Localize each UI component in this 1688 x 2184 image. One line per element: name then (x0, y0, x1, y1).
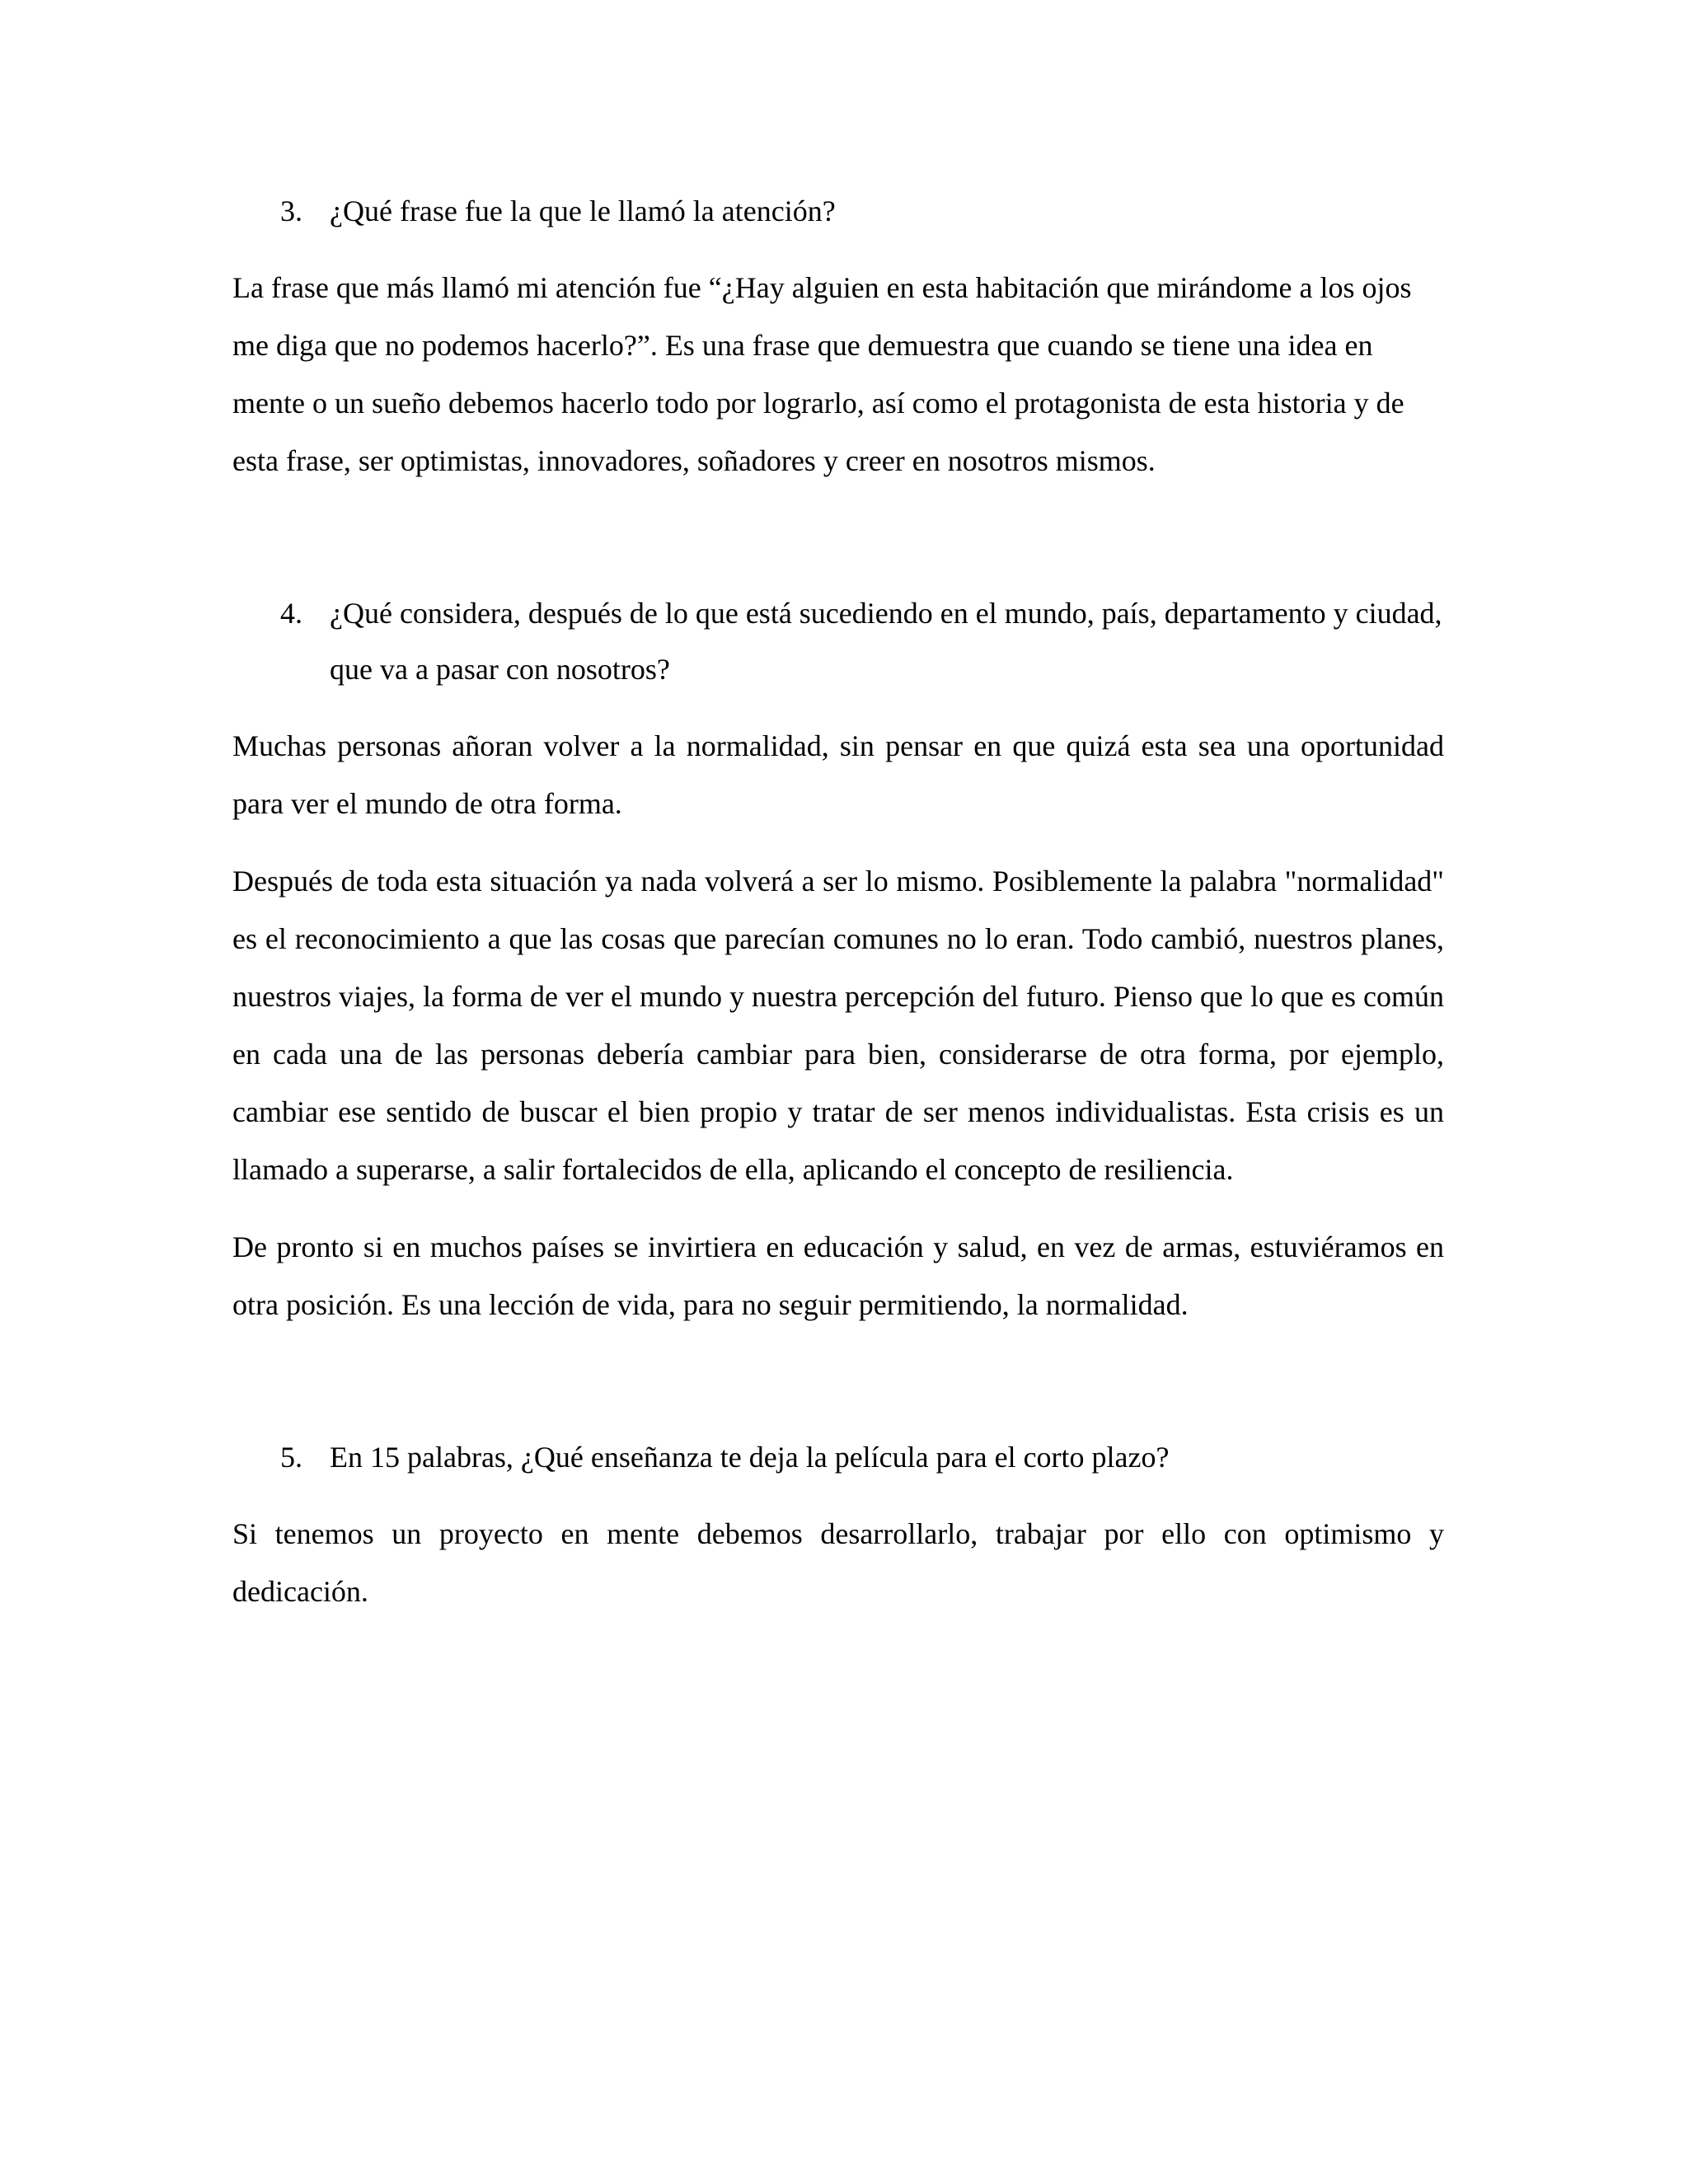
question-4 (232, 585, 1444, 697)
answer-4-paragraph-1: Muchas personas añoran volver a la normalidad, sin pensar en que quizá esta sea una oportunidad para ver el mundo de otra forma. (232, 729, 1444, 820)
question-number: 4. (280, 597, 302, 630)
answer-5-paragraph-1: Si tenemos un proyecto en mente debemos desarrollarlo, trabajar por ello con optimismo y dedicación. (232, 1517, 1444, 1608)
answer-3-paragraph-1: La frase que más llamó mi atención fue “¿Hay alguien en esta habitación que mirándome a los ojos me diga que no podemos hacerlo?”. Es una frase que demuestra que cuando se tiene una idea en mente o un sueño debemos hacerlo todo por lograrlo, así como el protagonista de esta historia y de esta frase, ser optimistas, innovadores, soñadores y creer en nosotros mismos. (232, 271, 1412, 477)
document-content (232, 183, 1444, 1620)
question-number: 5. (280, 1441, 302, 1474)
question-text: ¿Qué considera, después de lo que está sucediendo en el mundo, país, departamento y ciudad, que va a pasar con nosotros? (330, 597, 1442, 686)
question-5 (232, 1429, 1444, 1485)
question-text: ¿Qué frase fue la que le llamó la atención? (330, 194, 836, 227)
question-number: 3. (280, 194, 302, 227)
answer-4-paragraph-2: Después de toda esta situación ya nada volverá a ser lo mismo. Posiblemente la palabra "normalidad" es el reconocimiento a que las cosas que parecían comunes no lo eran. Todo cambió, nuestros planes, nuestros viajes, la forma de ver el mundo y nuestra percepción del futuro. Pienso que lo que es común en cada una de las personas debería cambiar para bien, considerarse de otra forma, por ejemplo, cambiar ese sentido de buscar el bien propio y tratar de ser menos individualistas. Esta crisis es un llamado a superarse, a salir fortalecidos de ella, aplicando el concepto de resiliencia. (232, 865, 1444, 1186)
question-text: En 15 palabras, ¿Qué enseñanza te deja la película para el corto plazo? (330, 1441, 1170, 1474)
answer-4-paragraph-3: De pronto si en muchos países se invirtiera en educación y salud, en vez de armas, estuviéramos en otra posición. Es una lección de vida, para no seguir permitiendo, la normalidad. (232, 1230, 1444, 1321)
question-3 (232, 183, 1444, 239)
